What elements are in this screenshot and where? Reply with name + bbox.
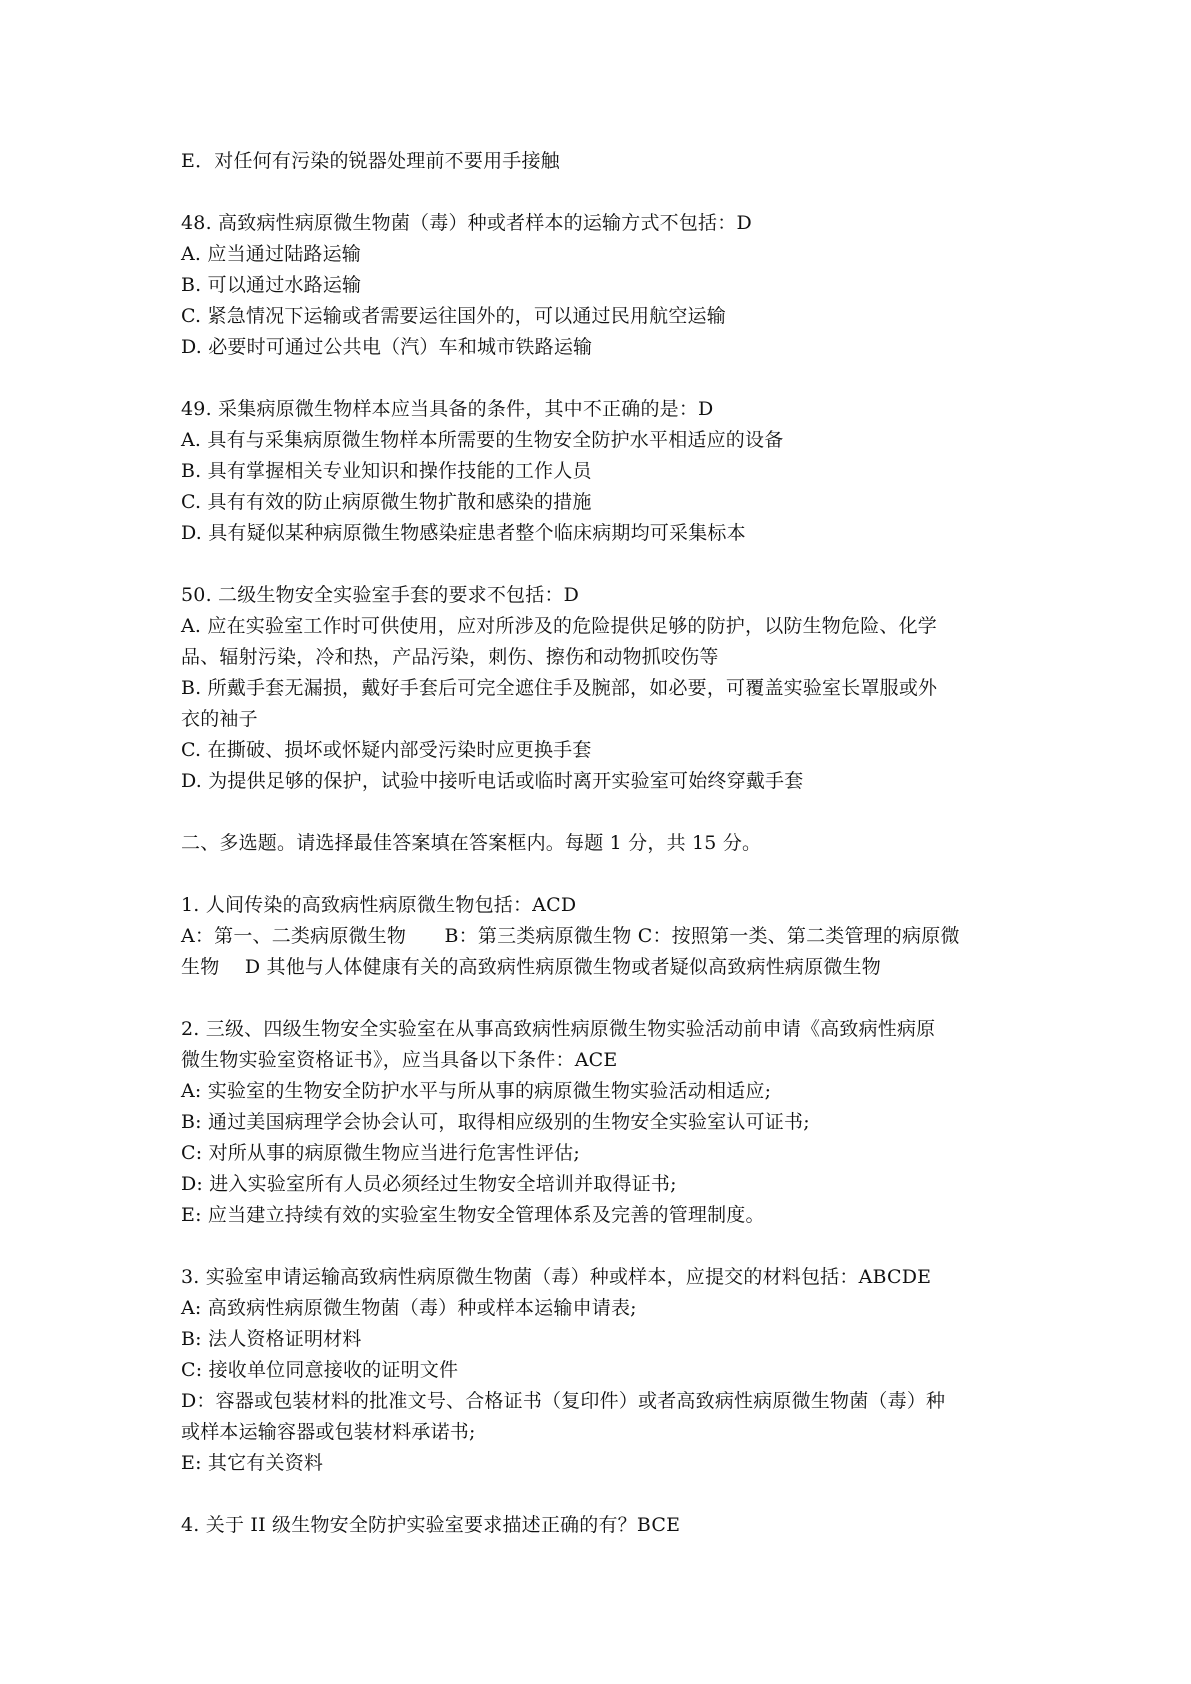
option-49-d: D. 具有疑似某种病原微生物感染症患者整个临床病期均可采集标本: [181, 522, 746, 544]
question-m2: 2. 三级、四级生物安全实验室在从事高致病性病原微生物实验活动前申请《高致病性病原: [181, 1018, 936, 1040]
spacer: [181, 549, 1021, 580]
option-50-d: D. 为提供足够的保护，试验中接听电话或临时离开实验室可始终穿戴手套: [181, 770, 804, 792]
question-50: 50. 二级生物安全实验室手套的要求不包括：D: [181, 584, 580, 606]
option-50-c: C. 在撕破、损坏或怀疑内部受污染时应更换手套: [181, 739, 592, 761]
option-m2-e: E: 应当建立持续有效的实验室生物安全管理体系及完善的管理制度。: [181, 1204, 765, 1226]
option-m3-b: B: 法人资格证明材料: [181, 1328, 362, 1350]
options-m1: A：第一、二类病原微生物 B：第三类病原微生物 C：按照第一类、第二类管理的病原微: [181, 925, 960, 947]
question-m3: 3. 实验室申请运输高致病性病原微生物菌（毒）种或样本，应提交的材料包括：ABCDE: [181, 1266, 932, 1288]
spacer: [181, 983, 1021, 1014]
option-m3-d: D：容器或包装材料的批准文号、合格证书（复印件）或者高致病性病原微生物菌（毒）种: [181, 1390, 946, 1412]
spacer: [181, 797, 1021, 828]
section-heading-multiple-choice: 二、多选题。请选择最佳答案填在答案框内。每题 1 分，共 15 分。: [181, 832, 762, 854]
option-49-c: C. 具有有效的防止病原微生物扩散和感染的措施: [181, 491, 592, 513]
option-48-b: B. 可以通过水路运输: [181, 274, 362, 296]
option-50-b-cont: 衣的袖子: [181, 708, 258, 730]
spacer: [181, 859, 1021, 890]
option-48-a: A. 应当通过陆路运输: [181, 243, 362, 265]
option-49-a: A. 具有与采集病原微生物样本所需要的生物安全防护水平相适应的设备: [181, 429, 784, 451]
option-m3-d-cont: 或样本运输容器或包装材料承诺书;: [181, 1421, 476, 1443]
question-48: 48. 高致病性病原微生物菌（毒）种或者样本的运输方式不包括：D: [181, 212, 752, 234]
option-m2-d: D: 进入实验室所有人员必须经过生物安全培训并取得证书;: [181, 1173, 677, 1195]
spacer: [181, 363, 1021, 394]
option-m3-a: A: 高致病性病原微生物菌（毒）种或样本运输申请表;: [181, 1297, 637, 1319]
option-m3-e: E: 其它有关资料: [181, 1452, 324, 1474]
option-49-b: B. 具有掌握相关专业知识和操作技能的工作人员: [181, 460, 592, 482]
option-47-e: E．对任何有污染的锐器处理前不要用手接触: [181, 150, 560, 172]
option-50-a: A. 应在实验室工作时可供使用，应对所涉及的危险提供足够的防护，以防生物危险、化学: [181, 615, 938, 637]
option-50-b: B. 所戴手套无漏损，戴好手套后可完全遮住手及腕部，如必要，可覆盖实验室长罩服或外: [181, 677, 938, 699]
question-49: 49. 采集病原微生物样本应当具备的条件，其中不正确的是：D: [181, 398, 714, 420]
question-m2-cont: 微生物实验室资格证书》，应当具备以下条件：ACE: [181, 1049, 618, 1071]
option-48-c: C. 紧急情况下运输或者需要运往国外的，可以通过民用航空运输: [181, 305, 726, 327]
question-m4: 4. 关于 II 级生物安全防护实验室要求描述正确的有？BCE: [181, 1514, 681, 1536]
spacer: [181, 1231, 1021, 1262]
spacer: [181, 177, 1021, 208]
option-m3-c: C: 接收单位同意接收的证明文件: [181, 1359, 459, 1381]
options-m1-cont: 生物 D 其他与人体健康有关的高致病性病原微生物或者疑似高致病性病原微生物: [181, 956, 881, 978]
option-m2-a: A: 实验室的生物安全防护水平与所从事的病原微生物实验活动相适应;: [181, 1080, 772, 1102]
question-m1: 1. 人间传染的高致病性病原微生物包括：ACD: [181, 894, 577, 916]
option-m2-c: C: 对所从事的病原微生物应当进行危害性评估;: [181, 1142, 580, 1164]
document-page: [181, 146, 1021, 1541]
option-48-d: D. 必要时可通过公共电（汽）车和城市铁路运输: [181, 336, 593, 358]
option-m2-b: B: 通过美国病理学会协会认可，取得相应级别的生物安全实验室认可证书;: [181, 1111, 810, 1133]
option-50-a-cont: 品、辐射污染，冷和热，产品污染，刺伤、擦伤和动物抓咬伤等: [181, 646, 719, 668]
spacer: [181, 1479, 1021, 1510]
